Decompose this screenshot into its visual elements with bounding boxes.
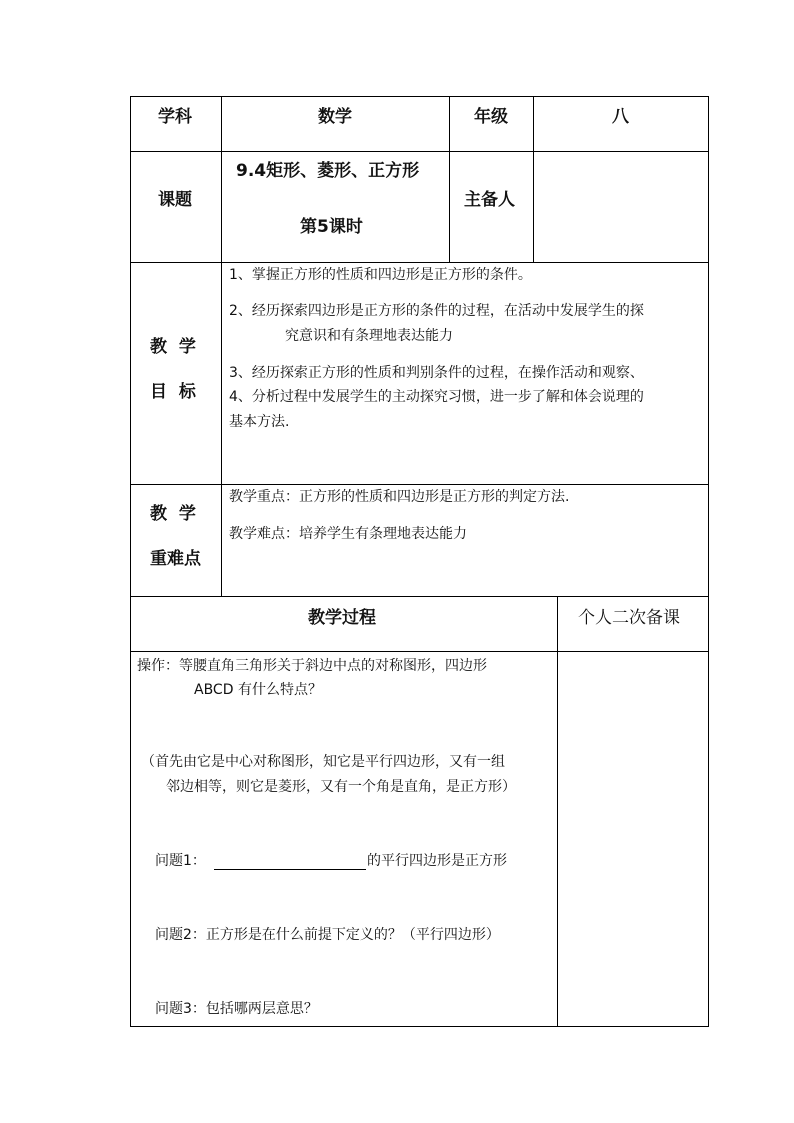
lesson-title: 9.4矩形、菱形、正方形 <box>236 161 420 181</box>
row-divider <box>130 484 709 485</box>
table-border-bottom <box>130 1026 709 1027</box>
objective-item: 基本方法. <box>229 414 290 430</box>
col-divider <box>449 96 450 263</box>
col-divider <box>533 96 534 263</box>
question-3: 问题3：包括哪两层意思？ <box>155 1001 318 1017</box>
question-1-suffix: 的平行四边形是正方形 <box>367 853 507 869</box>
key-focus: 教学重点：正方形的性质和四边形是正方形的判定方法. <box>229 489 570 505</box>
row-divider <box>130 262 709 263</box>
grade-value: 八 <box>612 107 629 127</box>
objective-item: 2、经历探索四边形是正方形的条件的过程，在活动中发展学生的探 <box>229 303 644 319</box>
objectives-label-bottom: 目 标 <box>150 382 196 402</box>
subject-value: 数学 <box>318 107 352 127</box>
lesson-label: 课题 <box>158 190 192 210</box>
table-border-top <box>130 96 709 97</box>
row-divider <box>130 651 709 652</box>
preparer-label: 主备人 <box>464 190 515 210</box>
question-1-blank <box>214 869 366 870</box>
col-divider <box>221 96 222 597</box>
objective-item: 4、分析过程中发展学生的主动探究习惯，进一步了解和体会说理的 <box>229 389 644 405</box>
keypoints-label-bottom: 重难点 <box>150 549 201 569</box>
row-divider <box>130 596 709 597</box>
table-border-left <box>130 96 131 1027</box>
col-divider <box>557 596 558 1027</box>
answer-line1: （首先由它是中心对称图形，知它是平行四边形，又有一组 <box>141 754 505 770</box>
process-header: 教学过程 <box>308 608 376 628</box>
objective-item: 1、掌握正方形的性质和四边形是正方形的条件。 <box>229 267 532 283</box>
side-header: 个人二次备课 <box>578 608 680 628</box>
row-divider <box>130 151 709 152</box>
answer-line2: 邻边相等，则它是菱形，又有一个角是直角，是正方形） <box>166 779 516 795</box>
objective-item: 究意识和有条理地表达能力 <box>285 328 453 344</box>
key-difficulty: 教学难点：培养学生有条理地表达能力 <box>229 526 467 542</box>
table-border-right <box>708 96 709 1027</box>
objectives-label-top: 教 学 <box>150 337 196 357</box>
operation-line1: 操作：等腰直角三角形关于斜边中点的对称图形，四边形 <box>137 658 487 674</box>
lesson-period: 第5课时 <box>300 217 363 237</box>
keypoints-label-top: 教 学 <box>150 504 196 524</box>
objective-item: 3、经历探索正方形的性质和判别条件的过程，在操作活动和观察、 <box>229 365 644 381</box>
grade-label: 年级 <box>474 107 508 127</box>
question-1-prefix: 问题1： <box>155 853 206 869</box>
question-2: 问题2：正方形是在什么前提下定义的？（平行四边形） <box>155 927 500 943</box>
operation-line2: ABCD 有什么特点？ <box>194 682 322 698</box>
subject-label: 学科 <box>158 107 192 127</box>
